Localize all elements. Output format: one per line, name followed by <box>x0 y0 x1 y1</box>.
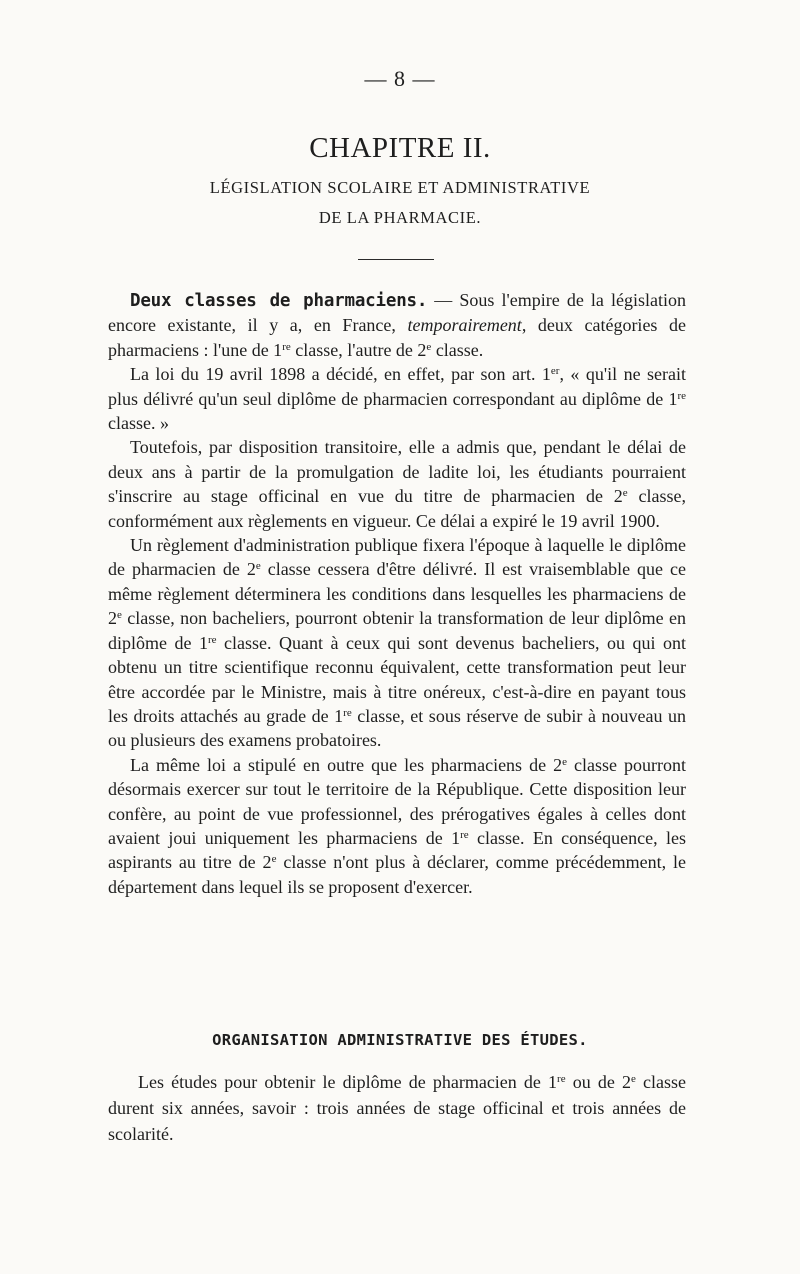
ordinal-superscript: e <box>630 1073 636 1085</box>
ordinal-superscript: e <box>255 560 261 573</box>
ordinal-superscript: re <box>557 1073 566 1085</box>
ordinal-superscript: re <box>282 340 291 353</box>
chapter-title: CHAPITRE II. <box>309 132 491 164</box>
text-run: — Sous l'empire de la législation encore existante, il y a, en France, <box>108 290 686 336</box>
chapter-subtitle-line1: LÉGISLATION SCOLAIRE ET ADMINISTRATIVE <box>209 178 591 197</box>
run-in-heading: Deux classes de pharmaciens. <box>130 291 428 311</box>
ordinal-superscript: e <box>426 340 432 353</box>
text-run: Les études pour obtenir le diplôme de pharmacien de 1 <box>138 1072 558 1092</box>
section-organisation <box>108 1069 686 1147</box>
text-run: classe, conformément aux règlements en vigueur. Ce délai a expiré le 19 avril 1900. <box>108 486 686 531</box>
text-run: classe, l'autre de 2 <box>290 339 427 360</box>
text-run: classe. Quant à ceux qui sont devenus bacheliers, ou qui ont obtenu un titre scientifique reconnu équivalent, cette transformation peut leur être accordée par le Ministre, mais à titre onéreux, c'est-à-dire en payant tous les droits attachés au grade de 1 <box>108 632 686 726</box>
text-run: classe n'ont plus à déclarer, comme précédemment, le département dans lequel ils se proposent d'exercer. <box>108 852 687 897</box>
section-divider <box>358 259 434 260</box>
text-run: classe durent six années, savoir : trois années de stage officinal et trois années de scolarité. <box>108 1072 686 1144</box>
paragraph <box>108 362 686 435</box>
paragraph <box>108 288 686 362</box>
paragraph <box>108 753 686 899</box>
section-deux-classes <box>108 288 686 899</box>
page-number: — 8 — <box>364 66 436 91</box>
text-run: Un règlement d'administration publique fixera l'époque à laquelle le diplôme de pharmacien de 2 <box>108 535 686 580</box>
text-run: classe. En conséquence, les aspirants au titre de 2 <box>108 827 686 873</box>
ordinal-superscript: re <box>677 389 686 402</box>
text-run: classe, non bacheliers, pourront obtenir la transformation de leur diplôme en diplôme de 1 <box>108 608 686 653</box>
text-run: La même loi a stipulé en outre que les pharmaciens de 2 <box>130 754 563 775</box>
ordinal-superscript: e <box>271 853 277 866</box>
ordinal-superscript: e <box>117 609 122 622</box>
ordinal-superscript: re <box>343 706 352 719</box>
text-run: classe. » <box>108 413 169 434</box>
ordinal-superscript: re <box>460 828 469 841</box>
ordinal-superscript: e <box>622 487 628 500</box>
text-run: La loi du 19 avril 1898 a décidé, en effet, par son art. 1 <box>130 364 551 385</box>
section-heading: ORGANISATION ADMINISTRATIVE DES ÉTUDES. <box>212 1031 588 1049</box>
text-run: , « qu'il ne serait plus délivré qu'un seul diplôme de pharmacien correspondant au diplôme de 1 <box>108 364 686 409</box>
text-run: Toutefois, par disposition transitoire, elle a admis que, pendant le délai de deux ans à partir de la promulgation de ladite loi, les étudiants pourraient s'inscrire au stage officinal en vue du titre de pharmacien de 2 <box>108 437 686 507</box>
ordinal-superscript: e <box>562 755 567 768</box>
text-run: classe. <box>431 339 484 360</box>
text-run: classe, et sous réserve de subir à nouveau un ou plusieurs des examens probatoires. <box>108 705 686 751</box>
paragraph <box>108 435 686 533</box>
paragraph <box>108 533 686 753</box>
text-run: ou de 2 <box>565 1072 631 1092</box>
text-run: , deux catégories de pharmaciens : l'une de 1 <box>108 315 687 360</box>
text-run: classe cessera d'être délivré. Il est vraisemblable que ce même règlement déterminera les conditions dans lesquelles les pharmaciens de 2 <box>108 559 686 629</box>
paragraph <box>108 1069 686 1147</box>
ordinal-superscript: re <box>208 633 217 646</box>
ordinal-superscript: er <box>550 365 560 378</box>
chapter-subtitle-line2: DE LA PHARMACIE. <box>318 208 482 227</box>
text-run: classe pourront désormais exercer sur tout le territoire de la République. Cette disposition leur confère, au point de vue professionnel, des prérogatives égales à celles dont avaient joui uniquement les pharmaciens de 1 <box>108 754 687 848</box>
emphasis-text: temporairement <box>407 315 522 336</box>
